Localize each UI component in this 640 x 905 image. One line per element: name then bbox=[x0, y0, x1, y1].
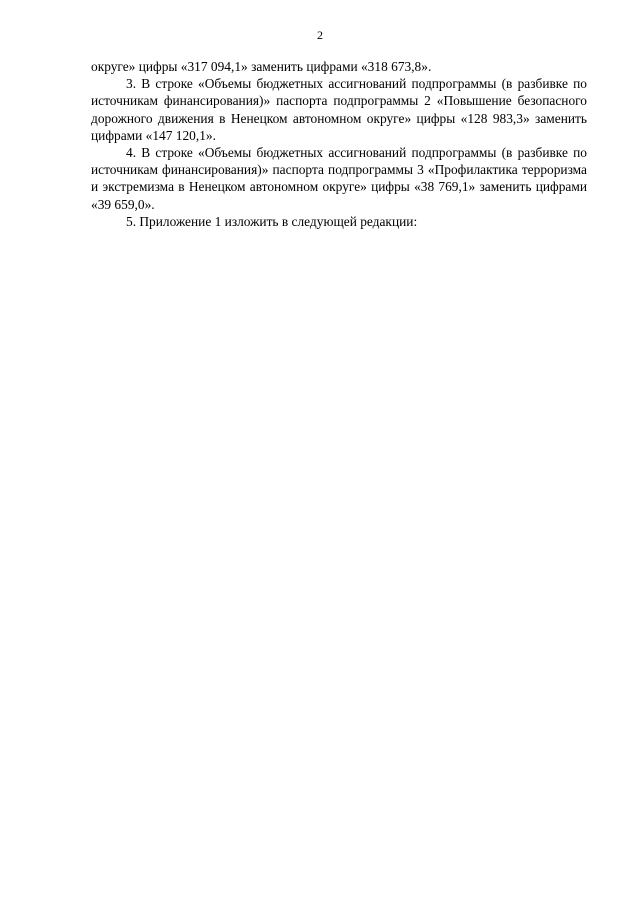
paragraph-item-5: 5. Приложение 1 изложить в следующей редакции: bbox=[126, 213, 418, 229]
paragraph-continuation: округе» цифры «317 094,1» заменить цифрами «318 673,8». bbox=[91, 59, 432, 74]
page-number: 2 bbox=[317, 28, 323, 42]
paragraph-item-3: 3. В строке «Объемы бюджетных ассигнований подпрограммы (в разбивке по источникам финансирования)» паспорта подпрограммы 2 «Повышение безопасного дорожного движения в Ненецком автономном округе» цифры «128 983,3» заменить цифрами «147 120,1». bbox=[91, 76, 587, 143]
paragraph-item-4: 4. В строке «Объемы бюджетных ассигнований подпрограммы (в разбивке по источникам финансирования)» паспорта подпрограммы 3 «Профилактика терроризма и экстремизма в Ненецком автономном округе» цифры «38 769,1» заменить цифрами «39 659,0». bbox=[91, 145, 587, 212]
document-body bbox=[91, 58, 587, 230]
